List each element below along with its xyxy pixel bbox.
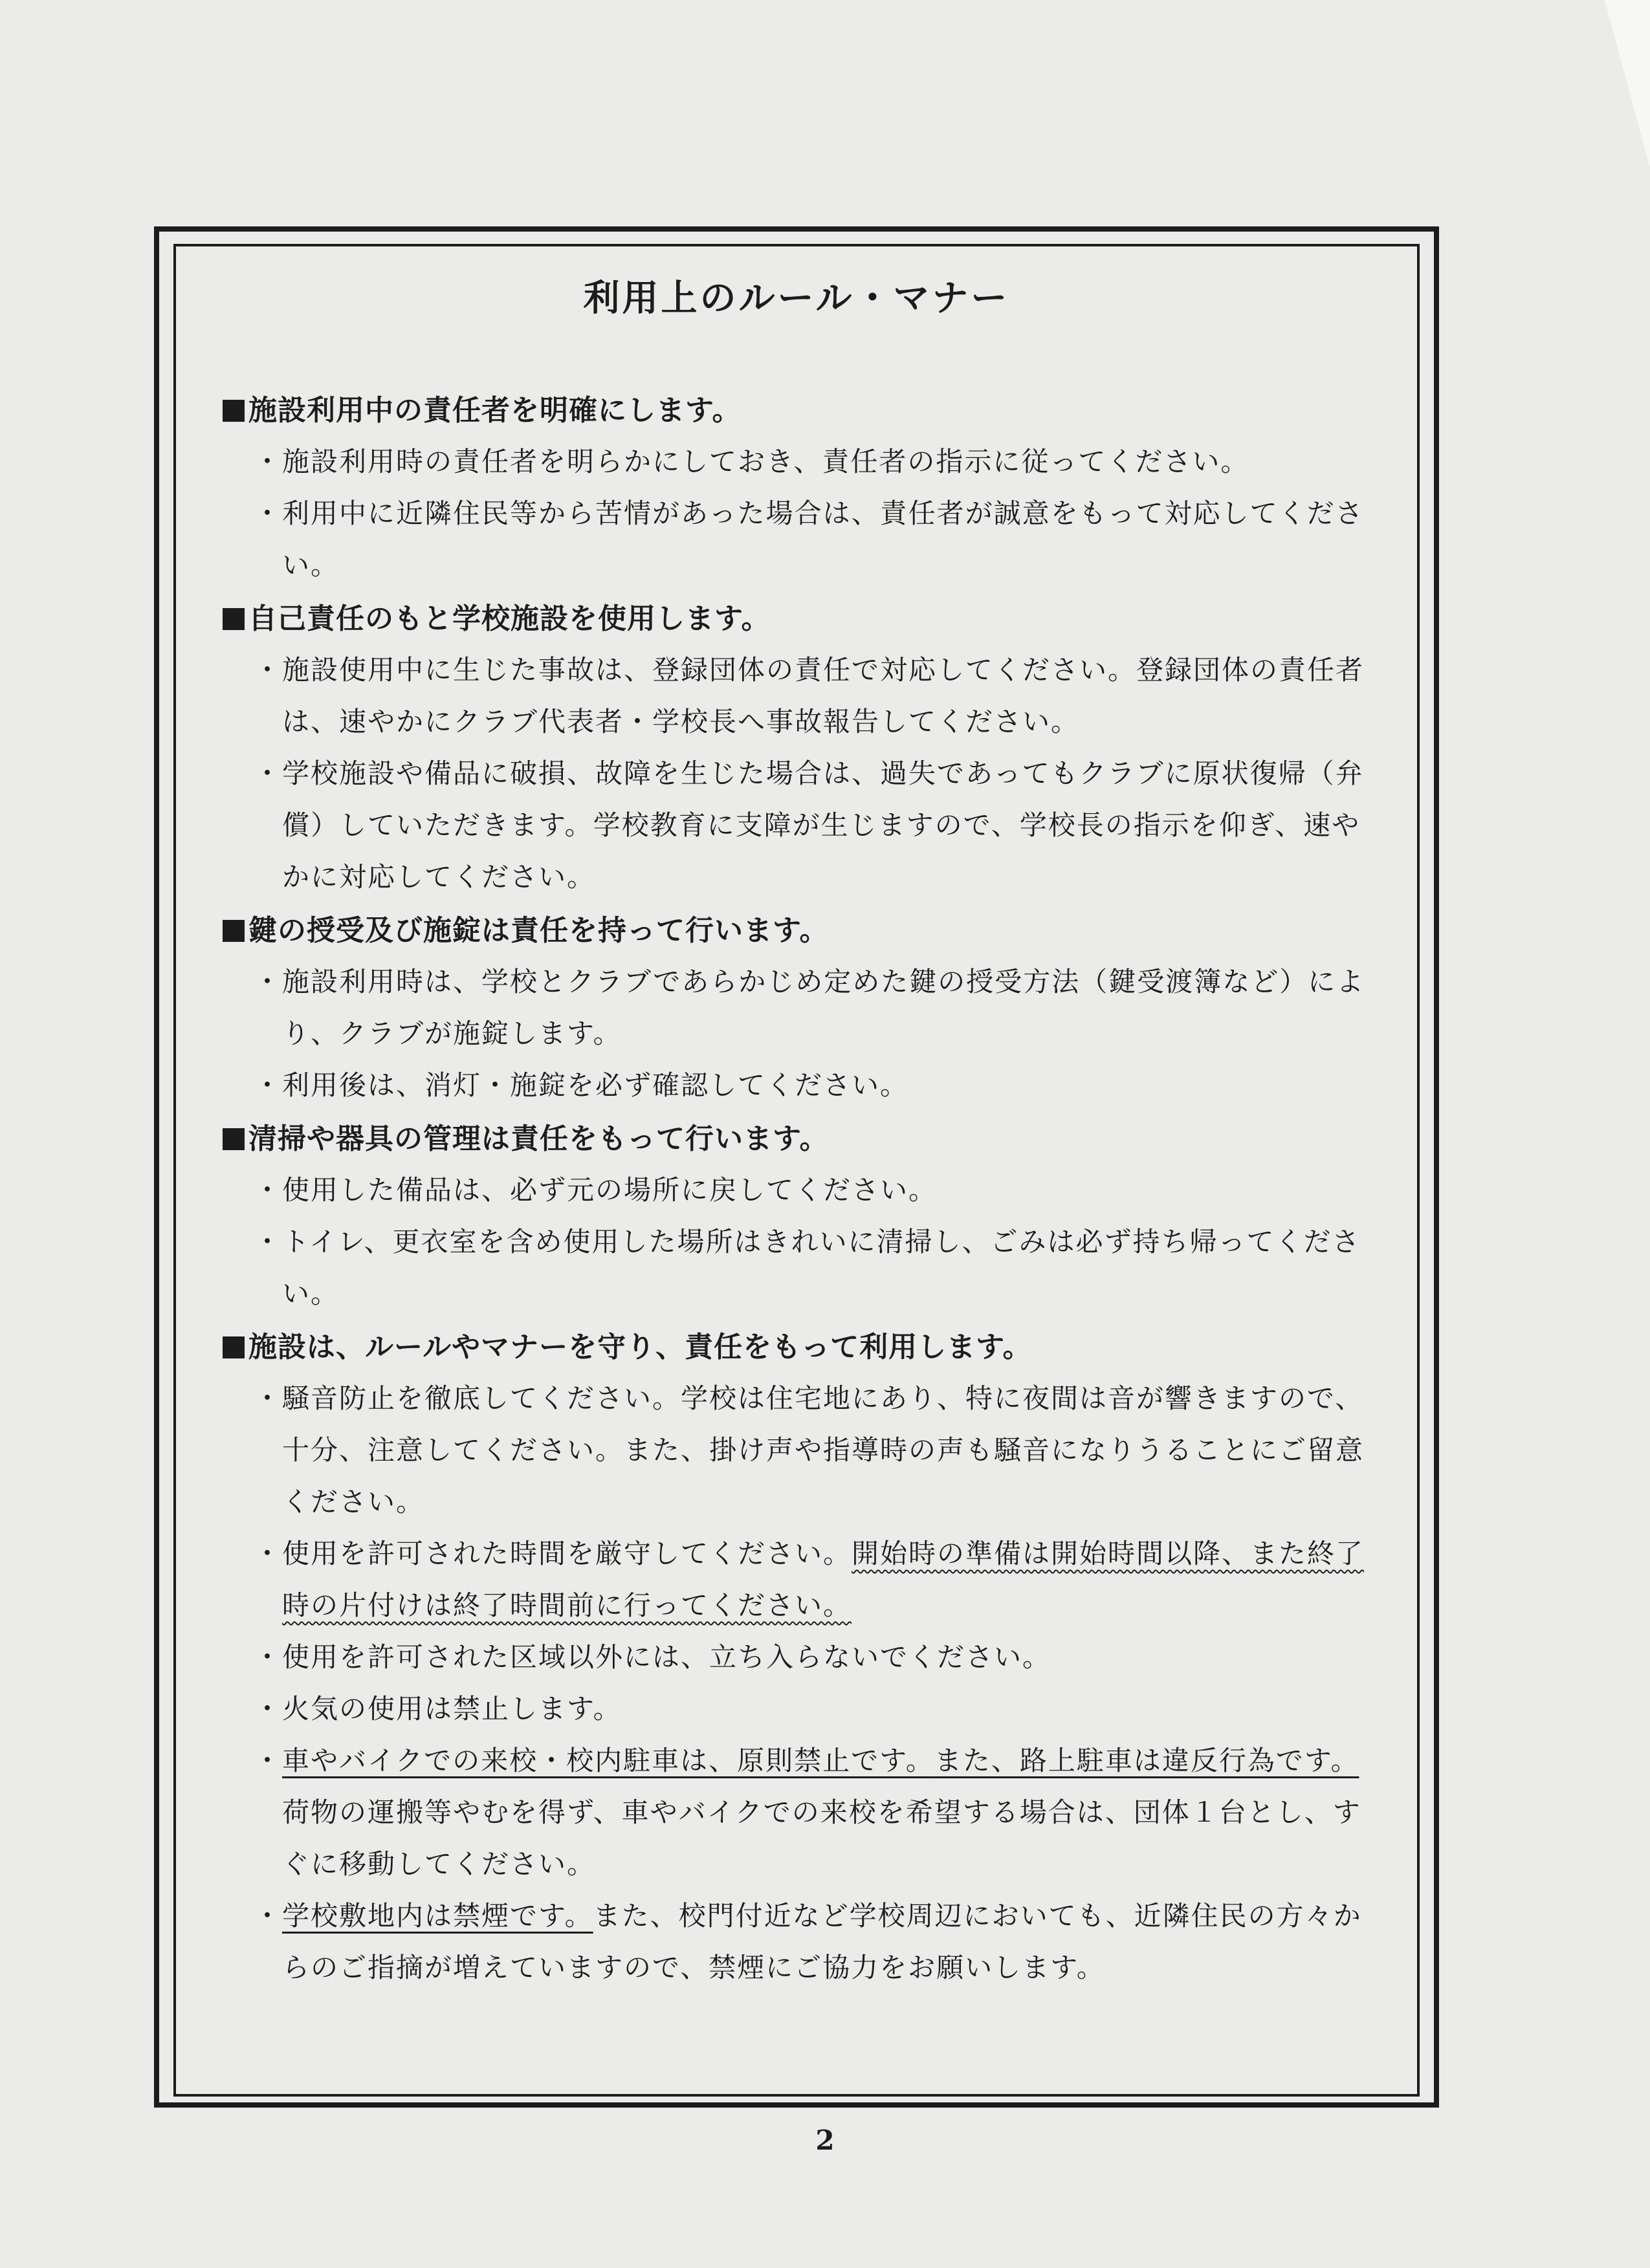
list-item bbox=[254, 1164, 1387, 1216]
list-item bbox=[254, 1735, 1387, 1890]
section-heading bbox=[223, 1114, 1387, 1164]
list-item bbox=[254, 956, 1387, 1060]
folded-page-corner bbox=[1605, 0, 1650, 168]
underlined-text: 学校敷地内は禁煙です。 bbox=[282, 1900, 593, 1932]
section-cleaning bbox=[223, 1114, 1387, 1320]
section-keys bbox=[223, 906, 1387, 1111]
section-heading-text: 施設は、ルールやマナーを守り、責任をもって利用します。 bbox=[248, 1331, 1032, 1364]
list-item-text: 利用中に近隣住民等から苦情があった場合は、責任者が誠意をもって対応してください。 bbox=[282, 497, 1364, 581]
list-item-text bbox=[282, 1528, 1387, 1631]
section-responsible-person bbox=[223, 386, 1387, 591]
list-item-text: 学校施設や備品に破損、故障を生じた場合は、過失であってもクラブに原状復帰（弁償）していただきます。学校教育に支障が生じますので、学校長の指示を仰ぎ、速やかに対応してください。 bbox=[282, 758, 1364, 893]
list-item-text: 利用後は、消灯・施錠を必ず確認してください。 bbox=[282, 1069, 909, 1101]
list-item bbox=[254, 1631, 1387, 1683]
bullet-icon: ・ bbox=[254, 1693, 283, 1725]
bullet-icon: ・ bbox=[254, 758, 283, 789]
bullet-icon: ・ bbox=[254, 446, 283, 477]
list-item-text: 火気の使用は禁止します。 bbox=[282, 1693, 622, 1725]
list-item bbox=[254, 1683, 1387, 1735]
bullet-icon: ・ bbox=[254, 1226, 283, 1258]
underlined-text: また、路上駐車は違反行為です。 bbox=[934, 1745, 1359, 1776]
list-item bbox=[254, 644, 1387, 748]
bullet-icon: ・ bbox=[254, 1745, 283, 1776]
page-title: 利用上のルール・マナー bbox=[583, 278, 1010, 320]
list-item-text: 使用を許可された区域以外には、立ち入らないでください。 bbox=[282, 1641, 1051, 1673]
list-item bbox=[254, 488, 1387, 591]
list-item-text-plain: 荷物の運搬等やむを得ず、車やバイクでの来校を希望する場合は、団体１台とし、すぐに移動してください。 bbox=[282, 1796, 1361, 1880]
list-item bbox=[254, 1528, 1387, 1631]
section-heading-text: 施設利用中の責任者を明確にします。 bbox=[248, 394, 742, 427]
rules-box bbox=[173, 244, 1420, 2097]
section-heading bbox=[223, 906, 1387, 956]
bullet-icon: ・ bbox=[254, 1538, 283, 1569]
section-heading-text: 自己責任のもと学校施設を使用します。 bbox=[248, 602, 771, 635]
list-item-text: 施設利用時の責任者を明らかにしておき、責任者の指示に従ってください。 bbox=[282, 446, 1249, 477]
rules-content bbox=[223, 386, 1387, 1996]
list-item-text: トイレ、更衣室を含め使用した場所はきれいに清掃し、ごみは必ず持ち帰ってください。 bbox=[282, 1226, 1361, 1309]
section-manners bbox=[223, 1322, 1387, 1994]
list-item-text bbox=[282, 1735, 1387, 1890]
bullet-icon: ・ bbox=[254, 1069, 283, 1101]
bullet-icon: ・ bbox=[254, 1641, 283, 1673]
section-heading-text: 鍵の授受及び施錠は責任を持って行います。 bbox=[248, 914, 829, 947]
section-heading-text: 清掃や器具の管理は責任をもって行います。 bbox=[248, 1122, 829, 1155]
black-square-icon bbox=[223, 1128, 245, 1150]
section-self-responsibility bbox=[223, 594, 1387, 903]
black-square-icon bbox=[223, 1336, 245, 1358]
section-heading bbox=[223, 594, 1387, 644]
list-item-text: 施設利用時は、学校とクラブであらかじめ定めた鍵の授受方法（鍵受渡簿など）により、クラブが施錠します。 bbox=[282, 966, 1365, 1049]
bullet-icon: ・ bbox=[254, 497, 283, 529]
list-item-text-plain: 使用を許可された時間を厳守してください。 bbox=[282, 1538, 852, 1569]
list-item bbox=[254, 748, 1387, 903]
list-item-text: 騒音防止を徹底してください。学校は住宅地にあり、特に夜間は音が響きますので、十分、注意してください。また、掛け声や指導時の声も騒音になりうることにご留意ください。 bbox=[282, 1382, 1365, 1518]
list-item-text-plain: また、校門付近など学校周辺においても、近隣住民の方々からのご指摘が増えていますので、禁煙にご協力をお願いします。 bbox=[282, 1900, 1362, 1983]
list-item-text bbox=[282, 1890, 1387, 1994]
list-item-text: 施設使用中に生じた事故は、登録団体の責任で対応してください。登録団体の責任者は、速やかにクラブ代表者・学校長へ事故報告してください。 bbox=[282, 654, 1365, 737]
section-heading bbox=[223, 1322, 1387, 1373]
list-item bbox=[254, 436, 1387, 488]
list-item-text: 使用した備品は、必ず元の場所に戻してください。 bbox=[282, 1174, 938, 1206]
bullet-icon: ・ bbox=[254, 1900, 283, 1932]
black-square-icon bbox=[223, 608, 245, 630]
list-item bbox=[254, 1060, 1387, 1111]
underlined-text: 車やバイクでの来校・校内駐車は、原則禁止です。 bbox=[282, 1745, 934, 1776]
bullet-icon: ・ bbox=[254, 654, 283, 686]
bullet-icon: ・ bbox=[254, 1174, 283, 1206]
page-number: 2 bbox=[815, 2124, 835, 2156]
black-square-icon bbox=[223, 920, 245, 942]
bullet-icon: ・ bbox=[254, 1382, 283, 1414]
list-item bbox=[254, 1890, 1387, 1994]
list-item bbox=[254, 1373, 1387, 1528]
black-square-icon bbox=[223, 400, 245, 422]
list-item bbox=[254, 1216, 1387, 1320]
bullet-icon: ・ bbox=[254, 966, 283, 998]
section-heading bbox=[223, 386, 1387, 436]
wavy-underlined-text: 開始時の準備は開始時間以降、また終了時の片付けは終了時間前に行ってください。 bbox=[282, 1538, 1365, 1621]
